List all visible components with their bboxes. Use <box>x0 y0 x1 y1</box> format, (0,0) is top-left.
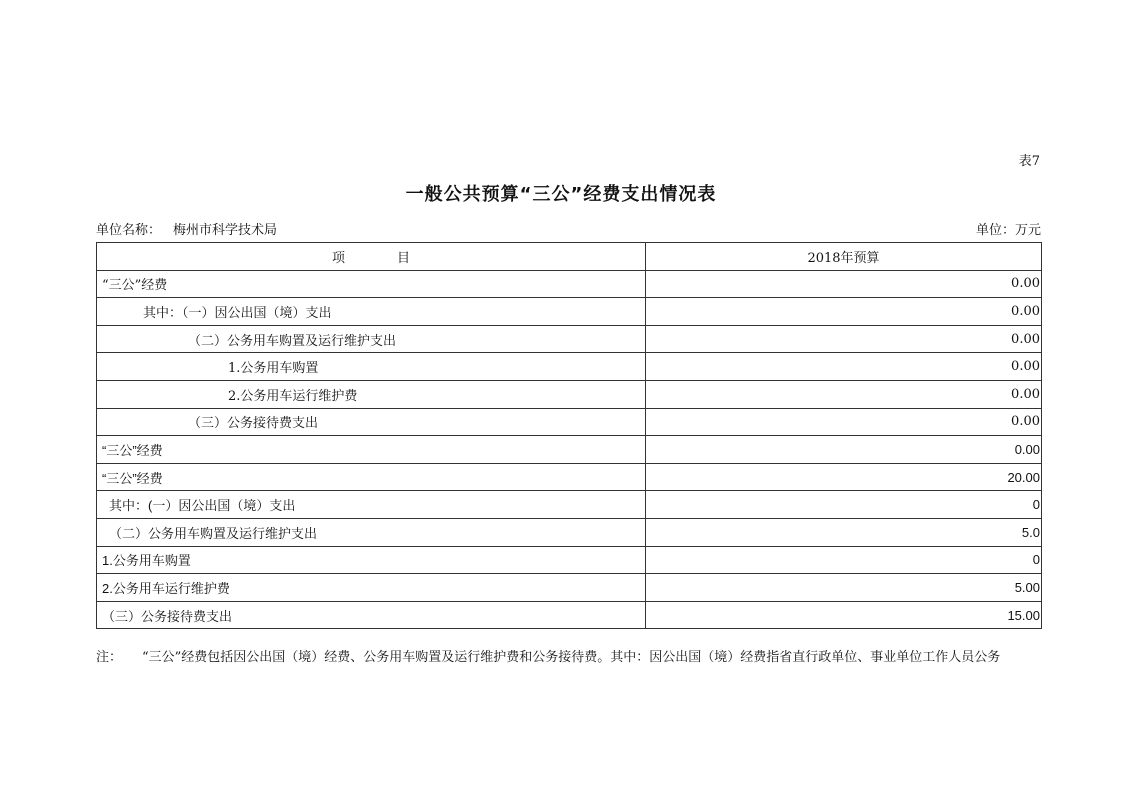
unit-info <box>96 219 277 238</box>
table-number: 表7 <box>1018 154 1040 169</box>
header-value: 2018年预算 <box>646 243 1042 271</box>
header-item: 项 目 <box>97 243 646 271</box>
table-row <box>97 518 1042 546</box>
table-row <box>97 298 1042 326</box>
footnote-label: 注： <box>96 650 123 665</box>
table-row <box>97 325 1042 353</box>
row-label: （三）公务接待费支出 <box>97 408 646 436</box>
unit-of-measure: 单位：万元 <box>975 223 1041 238</box>
unit-label: 单位名称： <box>96 223 162 238</box>
table-row <box>97 436 1042 464</box>
row-value: 0.00 <box>646 436 1042 464</box>
budget-table <box>96 242 1042 629</box>
row-value: 0.00 <box>646 408 1042 436</box>
footnote-text: “三公”经费包括因公出国（境）经费、公务用车购置及运行维护费和公务接待费。其中：因公出国（境）经费指省直行政单位、事业单位工作人员公务 <box>142 650 1001 665</box>
page-title: 一般公共预算“三公”经费支出情况表 <box>405 184 717 205</box>
table-row <box>97 491 1042 519</box>
row-value: 0 <box>646 491 1042 519</box>
row-value: 20.00 <box>646 463 1042 491</box>
row-label: 2.公务用车运行维护费 <box>97 574 646 602</box>
table-row <box>97 546 1042 574</box>
row-value: 0 <box>646 546 1042 574</box>
table-row <box>97 574 1042 602</box>
row-label: “三公”经费 <box>97 463 646 491</box>
row-value: 0.00 <box>646 270 1042 298</box>
row-label: 1.公务用车购置 <box>97 546 646 574</box>
row-label: 其中：(一）因公出国（境）支出 <box>97 491 646 519</box>
row-value: 5.00 <box>646 574 1042 602</box>
table-row <box>97 270 1042 298</box>
row-label: （二）公务用车购置及运行维护支出 <box>97 325 646 353</box>
unit-name: 梅州市科学技术局 <box>173 223 278 238</box>
row-value: 0.00 <box>646 353 1042 381</box>
row-label: （二）公务用车购置及运行维护支出 <box>97 518 646 546</box>
table-row <box>97 601 1042 629</box>
row-label: 2.公务用车运行维护费 <box>97 380 646 408</box>
row-label: “三公”经费 <box>97 270 646 298</box>
row-value: 0.00 <box>646 325 1042 353</box>
row-value: 0.00 <box>646 298 1042 326</box>
row-value: 5.0 <box>646 518 1042 546</box>
row-value: 15.00 <box>646 601 1042 629</box>
row-label: 其中：（一）因公出国（境）支出 <box>97 298 646 326</box>
footnote <box>96 646 1056 665</box>
table-row <box>97 353 1042 381</box>
row-label: “三公”经费 <box>97 436 646 464</box>
row-label: 1.公务用车购置 <box>97 353 646 381</box>
table-row <box>97 408 1042 436</box>
table-header-row <box>97 243 1042 271</box>
row-value: 0.00 <box>646 380 1042 408</box>
table-row <box>97 380 1042 408</box>
table-row <box>97 463 1042 491</box>
row-label: （三）公务接待费支出 <box>97 601 646 629</box>
